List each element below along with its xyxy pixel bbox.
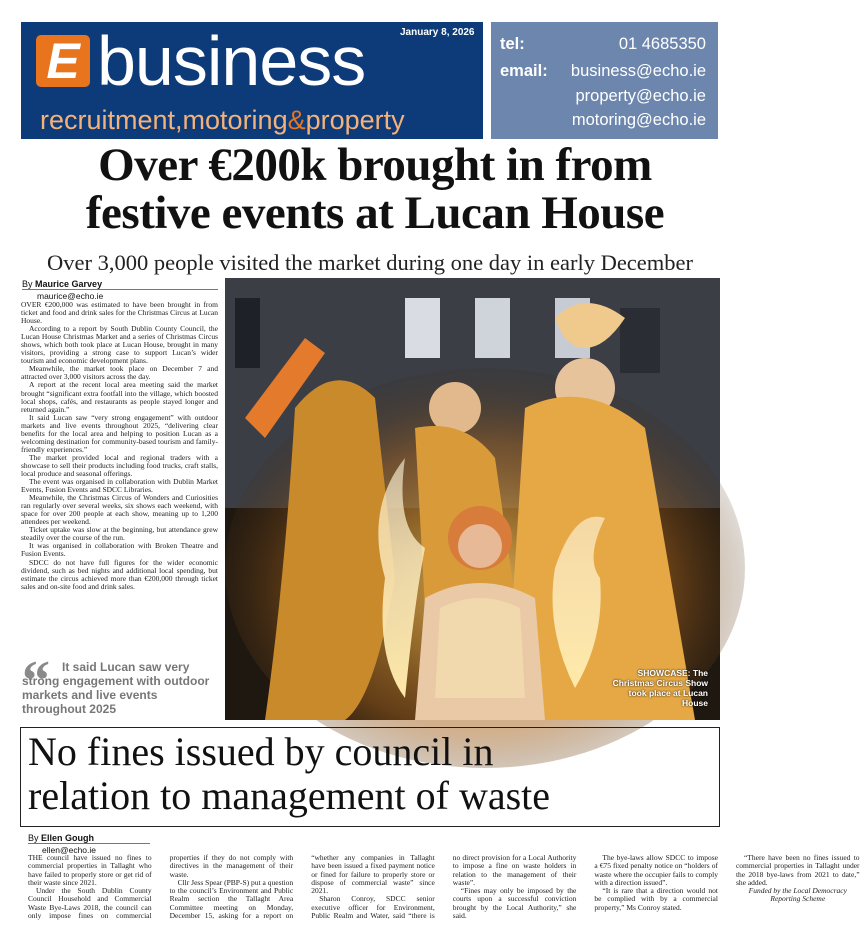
email-business[interactable]: business@echo.ie (570, 62, 706, 80)
pull-quote (22, 650, 222, 716)
email-label: email: (500, 62, 548, 80)
lead-headline-line: Over €200k brought in from (98, 139, 652, 191)
lead-body-text (21, 301, 218, 591)
paragraph: Meanwhile, the Christmas Circus of Wonders and Curiosities ran regularly over several weeks, six shows each weekend, with space for over 200 people at each show, meaning up to 1,200 attendees per weekend. (21, 493, 218, 527)
caption-line: SHOWCASE: The (637, 668, 708, 678)
echo-e-logo: E (36, 35, 90, 87)
photo-caption (598, 668, 708, 708)
masthead (21, 22, 483, 139)
paragraph: The event was organised in collaboration with Dublin Market Events, Fusion Events and SDCC Libraries. (21, 477, 218, 495)
tagline-part: recruitment,motoring (40, 105, 288, 135)
paragraph: Ticket uptake was slow at the beginning, but attendance grew steadily over the course of the run. (21, 525, 218, 543)
reporting-scheme-credit: Funded by the Local Democracy Reporting Scheme (748, 886, 847, 904)
email-motoring[interactable]: motoring@echo.ie (571, 111, 706, 129)
lead-author-email[interactable]: maurice@echo.ie (37, 291, 104, 301)
second-byline (28, 833, 94, 843)
byline-author: Ellen Gough (41, 833, 95, 843)
paragraph: “It is rare that a direction would not be complied with by a commercial property,” Ms Conroy stated. (594, 886, 718, 912)
paragraph: A report at the recent local area meeting said the market brought “significant extra footfall into the village, which boosted local shops, cafés, and restaurants as people stayed longer and returned again.” (21, 380, 218, 414)
second-headline-line: No fines issued by council in (28, 729, 494, 774)
byline-rule (22, 289, 218, 290)
paragraph: It said Lucan saw “very strong engagement” with outdoor markets and live events throughout 2025, “delivering clear benefits for the local area and helping to position Lucan as a welcoming destination for community-based tourism and family-friendly experiences.” (21, 412, 218, 454)
byline-author: Maurice Garvey (35, 279, 103, 289)
paragraph: According to a report by South Dublin County Council, the Lucan House Christmas Market and a series of Christmas Circus shows, which both took place at Lucan House, brought in many visitors, providing a strong case to support Lucan’s wider tourism and economic development plans. (21, 324, 218, 366)
paragraph: The market provided local and regional traders with a showcase to sell their products including food trucks, craft stalls, local produce and seasonal offerings. (21, 452, 218, 478)
lead-headline-line: festive events at Lucan House (85, 187, 665, 239)
contact-box (491, 22, 718, 139)
circus-photo (225, 278, 720, 720)
paragraph: Cllr Jess Spear (PBP-S) put a question to the council’s Environment and Public Realm section the Tallaght Area Committee meeting on Monday, December 15, asking for a report on “whether any companies in Tallaght have been issued a fixed payment notice or fined for failure to properly store or dispose of commercial waste” since 2021. (169, 853, 435, 921)
paragraph: Sharon Conroy, SDCC senior executive officer for Environment, Public Realm and Water, said “there is no direct provision for a Local Authority to impose a fine on waste holders in relation to the management of their waste”. (311, 853, 577, 921)
pull-quote-text: It said Lucan saw very strong engagement with outdoor markets and live events throughout 2025 (22, 660, 210, 716)
tagline-ampersand: & (287, 105, 306, 135)
second-headline (28, 730, 718, 818)
section-brand: business (97, 22, 366, 100)
paragraph: It was organised in collaboration with Broken Theatre and Fusion Events. (21, 541, 218, 559)
circus-illustration (225, 278, 720, 720)
tel-label: tel: (500, 35, 525, 53)
phone-number[interactable]: 01 4685350 (618, 35, 706, 53)
second-headline-line: relation to management of waste (28, 773, 551, 818)
paragraph: SDCC do not have full figures for the wider economic dividend, such as bed nights and additional local spending, but estimate the circus achieved more than €200,000 through ticket sales and on-site food and drink sales. (21, 557, 218, 591)
caption-line: Christmas Circus Show (612, 678, 708, 688)
caption-line: took place at Lucan (628, 688, 708, 698)
byline-prefix: By (22, 279, 33, 289)
second-author-email[interactable]: ellen@echo.ie (42, 845, 96, 855)
paragraph: “Fines may only be imposed by the courts upon a successful conviction brought by the Local Authority,” she said. (452, 886, 577, 921)
paragraph: OVER €200,000 was estimated to have been brought in from ticket and food and drink sales for the Christmas Circus at Lucan House. (21, 300, 218, 326)
paragraph: The bye-laws allow SDCC to impose a €75 fixed penalty notice on “holders of waste where the occupier fails to comply with a direction issued”. (594, 853, 718, 887)
section-tagline (40, 104, 405, 136)
byline-prefix: By (28, 833, 39, 843)
second-body-text (28, 853, 860, 924)
lead-headline (20, 141, 730, 237)
publication-date: January 8, 2026 (400, 27, 475, 38)
paragraph: Meanwhile, the market took place on December 7 and attracted over 3,000 visitors across the day. (21, 364, 218, 382)
lead-byline (22, 279, 102, 289)
quote-mark-icon: “ (22, 650, 50, 712)
paragraph: THE council have issued no fines to commercial properties in Tallaght who have failed to properly store or get rid of their waste since 2021. (28, 853, 152, 887)
paragraph: “There have been no fines issued to commercial properties in Tallaght under the 2018 bye-laws from 2021 to date,” she added. (735, 853, 860, 887)
tagline-part: property (305, 105, 405, 135)
email-property[interactable]: property@echo.ie (575, 87, 706, 105)
caption-line: House (682, 698, 708, 708)
byline-rule (28, 843, 150, 844)
lead-subheadline: Over 3,000 people visited the market during one day in early December (46, 250, 694, 275)
paragraph: Under the South Dublin County Council Household and Commercial Waste Bye-Laws 2018, the council can only impose fines on commercial properties if they do not comply with directives in the management of their waste. (28, 853, 294, 921)
